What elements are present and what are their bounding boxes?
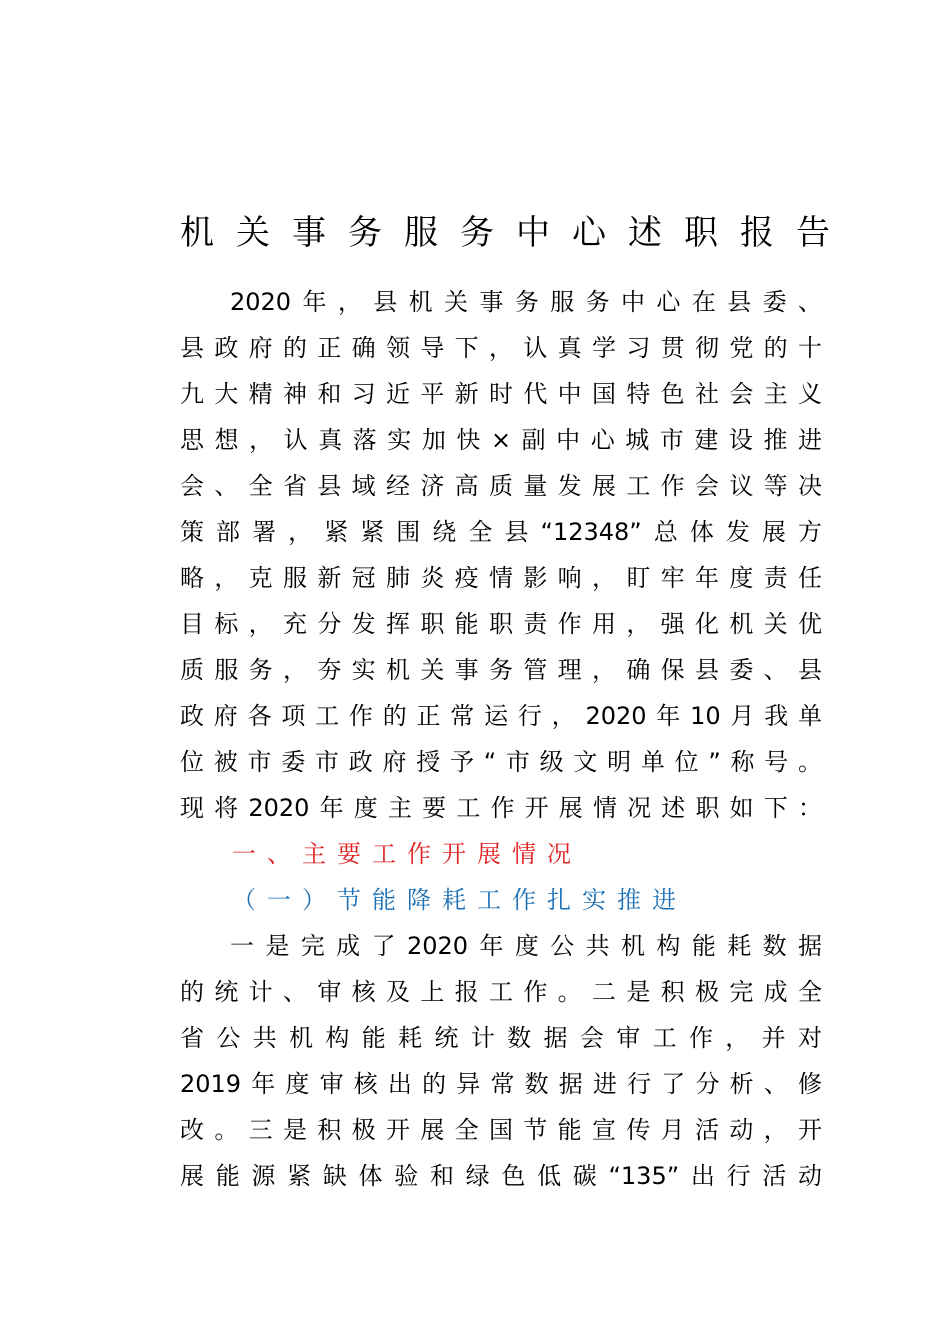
paragraph-line: 现将2020年度主要工作开展情况述职如下： [180, 794, 822, 822]
paragraph-line: 改。三是积极开展全国节能宣传月活动，开 [180, 1116, 822, 1144]
paragraph-line: 目标，充分发挥职能职责作用，强化机关优 [180, 610, 822, 638]
paragraph-line: 位被市委市政府授予“市级文明单位”称号。 [180, 748, 822, 776]
paragraph-line: 一是完成了2020年度公共机构能耗数据 [230, 932, 822, 960]
section-heading: 一、主要工作开展情况 [232, 840, 582, 868]
paragraph-line: 质服务，夯实机关事务管理，确保县委、县 [180, 656, 822, 684]
paragraph-line: 策部署，紧紧围绕全县“12348”总体发展方 [180, 518, 822, 546]
paragraph-line: 2019年度审核出的异常数据进行了分析、修 [180, 1070, 822, 1098]
paragraph-line: 的统计、审核及上报工作。二是积极完成全 [180, 978, 822, 1006]
subsection-heading: （一）节能降耗工作扎实推进 [232, 886, 687, 914]
paragraph-line: 略，克服新冠肺炎疫情影响，盯牢年度责任 [180, 564, 822, 592]
paragraph-line: 展能源紧缺体验和绿色低碳“135”出行活动 [180, 1162, 822, 1190]
paragraph-line: 政府各项工作的正常运行，2020年10月我单 [180, 702, 822, 730]
document-title: 机关事务服务中心述职报告 [180, 213, 852, 253]
paragraph-line: 九大精神和习近平新时代中国特色社会主义 [180, 380, 822, 408]
paragraph-line: 省公共机构能耗统计数据会审工作，并对 [180, 1024, 822, 1052]
paragraph-line: 县政府的正确领导下，认真学习贯彻党的十 [180, 334, 822, 362]
paragraph-line: 会、全省县域经济高质量发展工作会议等决 [180, 472, 822, 500]
paragraph-line: 思想，认真落实加快×副中心城市建设推进 [180, 426, 822, 454]
paragraph-line: 2020年，县机关事务服务中心在县委、 [230, 288, 822, 316]
